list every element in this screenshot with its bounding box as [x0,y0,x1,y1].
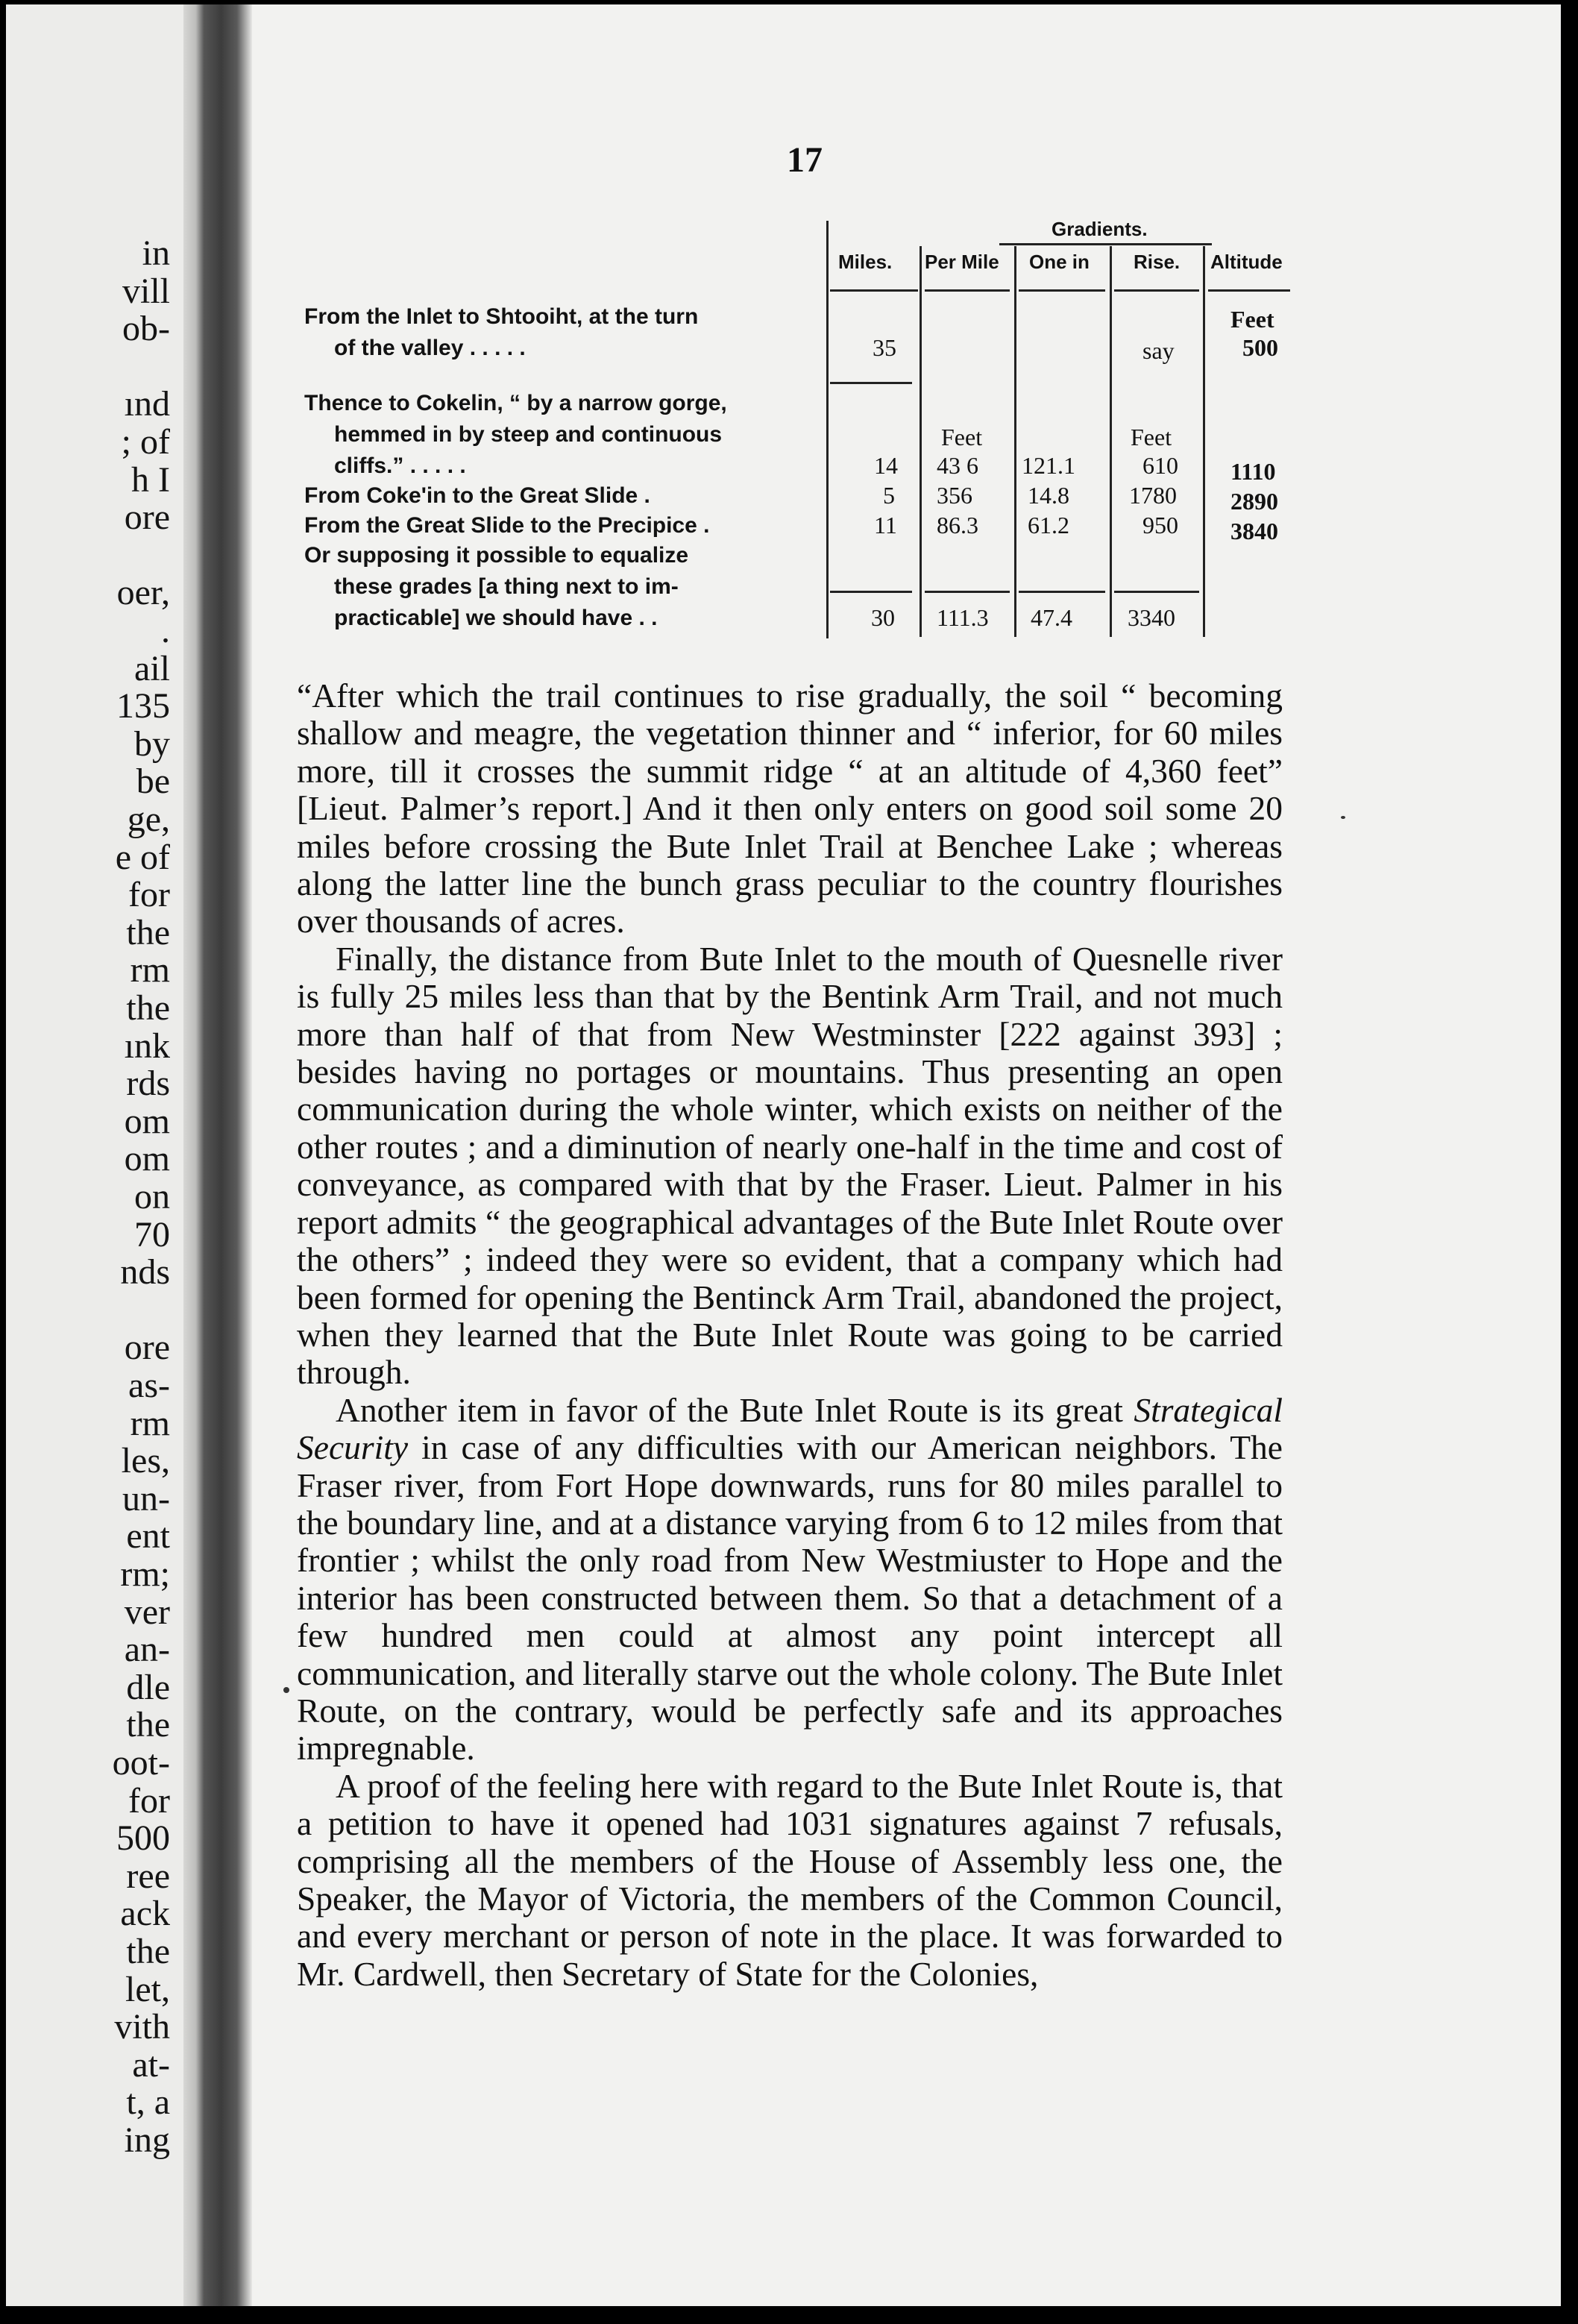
table-rule [1019,591,1105,593]
book-gutter [183,4,252,2306]
previous-page-text-fragment: let, [125,1969,170,2009]
body-text [297,677,1283,1993]
emphasis-text: Strategical Security [297,1390,1283,1467]
previous-page-text-fragment: ge, [127,800,170,839]
cell-altitude: 2890 [1230,488,1278,515]
column-header-per-mile: Per Mile [925,251,999,273]
cell-one-in: 14.8 [1028,482,1069,509]
table-rule [1114,289,1199,292]
cell-rise: say [1142,337,1175,364]
cell-per-mile: 86.3 [937,512,978,538]
column-header-miles: Miles. [838,251,893,273]
previous-page-fragment [6,4,183,2306]
table-row-label: From Coke'in to the Great Slide . [304,483,650,508]
cell-miles: 35 [873,334,896,361]
table-row-label: of the valley . . . . . [334,336,526,360]
scan-border-left [0,0,6,2324]
table-rule [1203,246,1205,637]
previous-page-text-fragment: 70 [134,1214,170,1254]
table-rule [999,243,1212,245]
previous-page-text-fragment: 500 [116,1818,170,1859]
previous-page-text-fragment: on [134,1177,170,1216]
cell-one-in: 47.4 [1031,604,1072,631]
table-rule [1114,591,1199,593]
table-row-label: practicable] we should have . . [334,606,658,630]
table-row-label: these grades [a thing next to im- [334,574,679,599]
previous-page-text-fragment: ore [124,497,170,538]
previous-page-text-fragment: t, a [126,2082,170,2123]
table-rule [1019,289,1105,292]
table-group-header: Gradients. [1052,218,1148,240]
previous-page-text-fragment: ob- [122,309,170,349]
cell-per-mile: 43 6 [937,452,978,479]
table-rule [920,246,922,637]
table-rule [826,221,829,638]
previous-page-text-fragment: ; of [121,422,170,462]
previous-page-text-fragment: om [124,1101,170,1141]
page-number: 17 [787,140,823,180]
table-rule [925,289,1010,292]
previous-page-text-fragment: rm [130,1403,170,1443]
previous-page-text-fragment: ınk [124,1026,170,1066]
previous-page-text-fragment: oer, [116,573,170,613]
table-rule [1110,246,1112,637]
cell-rise-unit: Feet [1131,424,1172,450]
cell-rise: 950 [1142,512,1178,538]
cell-altitude-unit: Feet [1230,306,1274,333]
table-row-label: From the Great Slide to the Precipice . [304,513,710,538]
previous-page-text-fragment: by [134,723,170,764]
previous-page-text-fragment: e of [115,837,170,877]
table-rule [830,591,912,593]
table-row-label: Thence to Cokelin, “ by a narrow gorge, [304,391,727,415]
previous-page-text-fragment: at- [132,2044,170,2085]
paragraph: A proof of the feeling here with regard to the Bute Inlet Route is, that a petition to have it opened had 1031 signatures against 7 refusals, comprising all the members of the House of Assembly less one, the Speaker, the Mayor of Victoria, the members of the Common Council, and every merchant or person of note in the place. It was forwarded to Mr. Cardwell, then Secretary of State for the Colonies, [297,1766,1283,1993]
previous-page-text-fragment: an- [124,1630,170,1670]
table-row-label: Or supposing it possible to equalize [304,543,689,568]
previous-page-text-fragment: ent [126,1516,170,1557]
previous-page-text-fragment: ree [126,1856,170,1896]
previous-page-text-fragment: les, [121,1441,170,1481]
previous-page-text-fragment: in [142,233,170,273]
scan-border-right [1561,0,1578,2324]
cell-one-in: 121.1 [1022,452,1075,479]
previous-page-text-fragment: vith [114,2007,170,2047]
previous-page-text-fragment: ail [134,648,170,688]
column-header-one-in: One in [1029,251,1090,273]
column-header-rise: Rise. [1134,251,1181,273]
paragraph: “After which the trail continues to rise gradually, the soil “ becoming shallow and meagre, the vegetation thinner and “ inferior, for 60 miles more, till it crosses the summit ridge “ at an altitude of 4,360 feet” [Lieut. Palmer’s report.] And it then only enters on good soil some 20 miles before crossing the Bute Inlet Trail at Benchee Lake ; whereas along the latter line the bunch grass peculiar to the country flourishes over thousands of acres. [297,676,1283,940]
previous-page-text-fragment: dle [126,1667,170,1707]
previous-page-text-fragment: h I [131,459,170,500]
cell-miles: 5 [883,482,895,509]
cell-per-mile: 356 [937,482,972,509]
scan-speck [283,1687,289,1693]
table-rule [1014,246,1016,637]
previous-page-text-fragment: the [126,1932,170,1971]
previous-page-text-fragment: ack [120,1894,170,1934]
previous-page-text-fragment: as- [128,1366,170,1405]
previous-page-text-fragment: be [136,761,170,802]
previous-page-text-fragment: rm [130,950,170,990]
paragraph-text: Another item in favor of the Bute Inlet Route is its great [336,1390,1134,1429]
previous-page-text-fragment: oot- [112,1743,170,1783]
cell-one-in: 61.2 [1028,512,1069,538]
previous-page-text-fragment: ınd [124,384,170,424]
cell-per-mile: 111.3 [937,604,989,631]
table-row-label: hemmed in by steep and continuous [334,422,723,447]
table-rule [1208,289,1290,292]
previous-page-text-fragment: the [126,1705,170,1745]
previous-page-text-fragment: om [124,1139,170,1179]
paragraph: Finally, the distance from Bute Inlet to the mouth of Quesnelle river is fully 25 miles less than that by the Bentink Arm Trail, and not much more than half of that from New Westminster [222 against 393] ; besides having no portages or mountains. Thus presenting an open communication during the whole winter, which exists on neither of the other routes ; and a diminution of nearly one-half in the time and cost of conveyance, as compared with that by the Fraser. Lieut. Palmer in his report admits “ the geographical advantages of the Bute Inlet Route over the others” ; indeed they were so evident, that a company which had been formed for opening the Bentinck Arm Trail, abandoned the project, when they learned that the Bute Inlet Route was going to be carried through. [297,939,1283,1392]
cell-miles: 14 [874,452,898,479]
cell-rise: 3340 [1128,604,1175,631]
column-header-altitude: Altitude [1210,251,1283,273]
scan-speck [1341,816,1345,819]
previous-page-text-fragment: for [128,1780,170,1821]
paragraph [297,1392,1283,1768]
cell-altitude: 3840 [1230,518,1278,544]
scan-border-bottom [0,2306,1578,2324]
previous-page-text-fragment: . [161,611,170,650]
table-row-label: From the Inlet to Shtooiht, at the turn [304,304,699,329]
previous-page-text-fragment: un- [122,1478,170,1519]
table-rule [830,382,912,384]
previous-page-text-fragment: vill [122,271,170,311]
previous-page-text-fragment: ver [124,1592,170,1632]
previous-page-text-fragment: ore [124,1328,170,1368]
previous-page-text-fragment: ing [124,2120,170,2160]
table-rule [830,289,918,292]
table-rule [925,591,1010,593]
paragraph-text: in case of any difficulties with our American neighbors. The Fraser river, from Fort Hope downwards, runs for 80 miles parallel to the boundary line, and at a distance varying from 6 to 12 miles from that frontier ; whilst the only road from New Westmiuster to Hope and the interior has been constructed between them. So that a detachment of a few hundred men could at almost any point intercept all communication, and literally starve out the whole colony. The Bute Inlet Route, on the contrary, would be perfectly safe and its approaches impregnable. [297,1428,1283,1768]
previous-page-text-fragment: the [126,912,170,952]
previous-page-text-fragment: 135 [116,686,170,726]
previous-page-text-fragment: for [128,875,170,915]
cell-miles: 11 [874,512,897,538]
previous-page-text-fragment: nds [120,1252,170,1293]
cell-rise: 610 [1142,452,1178,479]
previous-page-text-fragment: rds [126,1064,170,1104]
table-row-label: cliffs.” . . . . . [334,453,466,478]
cell-miles: 30 [871,604,895,631]
cell-altitude: 500 [1242,334,1278,361]
cell-rise: 1780 [1129,482,1177,509]
cell-altitude: 1110 [1230,458,1276,485]
cell-per-mile-unit: Feet [941,424,983,450]
previous-page-text-fragment: rm; [120,1554,170,1594]
previous-page-text-fragment: the [126,988,170,1028]
